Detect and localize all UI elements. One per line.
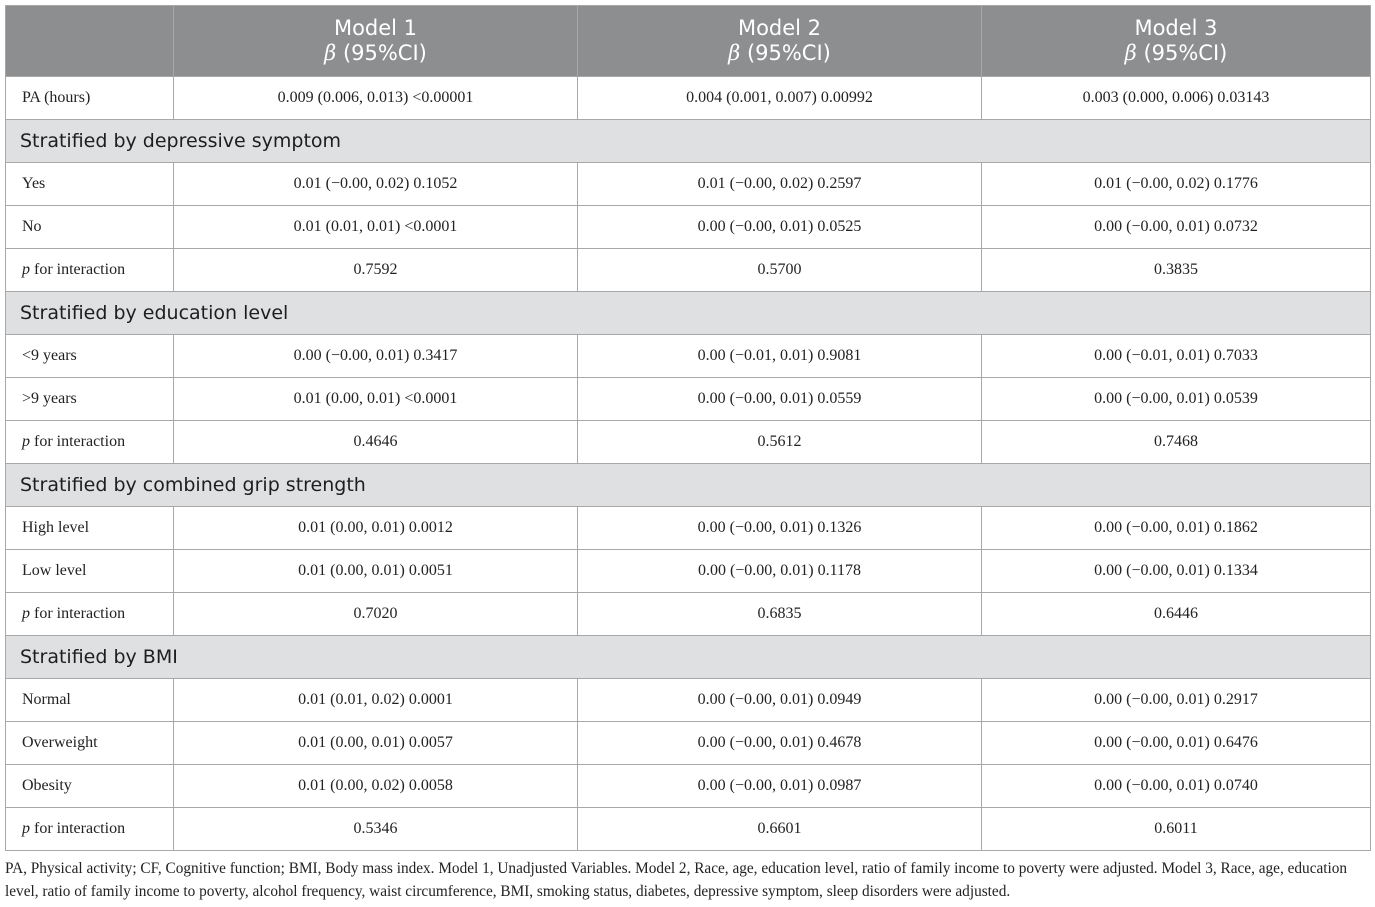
cell-model-2: 0.00 (−0.00, 0.01) 0.1178 xyxy=(578,550,982,593)
ci-label: (95%CI) xyxy=(740,41,831,65)
row-label: Low level xyxy=(6,550,174,593)
row-label: Overweight xyxy=(6,722,174,765)
cell-model-3: 0.00 (−0.01, 0.01) 0.7033 xyxy=(982,335,1371,378)
table-header xyxy=(6,6,1371,77)
interaction-text: for interaction xyxy=(30,433,126,450)
model-title: Model 2 xyxy=(737,16,822,40)
interaction-value-model-3: 0.6446 xyxy=(982,593,1371,636)
beta-symbol: β xyxy=(728,41,741,65)
interaction-value-model-1: 0.7592 xyxy=(174,249,578,292)
interaction-row xyxy=(6,593,1371,636)
section-title: Stratified by combined grip strength xyxy=(6,464,1371,507)
header-row xyxy=(6,6,1371,77)
interaction-text: for interaction xyxy=(30,820,126,837)
beta-symbol: β xyxy=(324,41,337,65)
table-row xyxy=(6,679,1371,722)
cell-model-1: 0.01 (−0.00, 0.02) 0.1052 xyxy=(174,163,578,206)
cell-model-2: 0.00 (−0.00, 0.01) 0.1326 xyxy=(578,507,982,550)
table-row xyxy=(6,335,1371,378)
table-footnote: PA, Physical activity; CF, Cognitive function; BMI, Body mass index. Model 1, Unadjusted Variables. Model 2, Race, age, education level, ratio of family income to poverty were adjusted. Model 3, Race, age, education level, ratio of family income to poverty, alcohol frequency, waist circumference, BMI, smoking status, diabetes, depressive symptom, sleep disorders were adjusted. xyxy=(5,860,1348,900)
cell-model-3: 0.00 (−0.00, 0.01) 0.1334 xyxy=(982,550,1371,593)
cell-model-3: 0.003 (0.000, 0.006) 0.03143 xyxy=(982,77,1371,120)
header-model-3 xyxy=(982,6,1371,77)
ci-label: (95%CI) xyxy=(1136,41,1228,65)
section-title: Stratified by depressive symptom xyxy=(6,120,1371,163)
section-header-row xyxy=(6,636,1371,679)
table-row xyxy=(6,765,1371,808)
row-label: <9 years xyxy=(6,335,174,378)
table-row xyxy=(6,378,1371,421)
interaction-label xyxy=(6,808,174,851)
cell-model-3: 0.00 (−0.00, 0.01) 0.6476 xyxy=(982,722,1371,765)
cell-model-2: 0.00 (−0.00, 0.01) 0.0949 xyxy=(578,679,982,722)
pa-row xyxy=(6,77,1371,120)
interaction-value-model-1: 0.7020 xyxy=(174,593,578,636)
cell-model-2: 0.00 (−0.00, 0.01) 0.0559 xyxy=(578,378,982,421)
cell-model-2: 0.00 (−0.00, 0.01) 0.4678 xyxy=(578,722,982,765)
table-row xyxy=(6,507,1371,550)
header-empty-cell xyxy=(6,6,174,77)
interaction-row xyxy=(6,249,1371,292)
cell-model-2: 0.00 (−0.00, 0.01) 0.0987 xyxy=(578,765,982,808)
header-model-2 xyxy=(578,6,982,77)
beta-symbol: β xyxy=(1124,41,1137,65)
cell-model-1: 0.01 (0.01, 0.01) <0.0001 xyxy=(174,206,578,249)
interaction-text: for interaction xyxy=(30,605,126,622)
row-label: Yes xyxy=(6,163,174,206)
cell-model-3: 0.00 (−0.00, 0.01) 0.2917 xyxy=(982,679,1371,722)
table-row xyxy=(6,550,1371,593)
model-subtitle xyxy=(982,41,1370,66)
interaction-label xyxy=(6,593,174,636)
cell-model-3: 0.00 (−0.00, 0.01) 0.0740 xyxy=(982,765,1371,808)
row-label: Normal xyxy=(6,679,174,722)
cell-model-3: 0.00 (−0.00, 0.01) 0.0732 xyxy=(982,206,1371,249)
cell-model-1: 0.01 (0.00, 0.01) 0.0057 xyxy=(174,722,578,765)
row-label: PA (hours) xyxy=(6,77,174,120)
interaction-value-model-1: 0.4646 xyxy=(174,421,578,464)
row-label: Obesity xyxy=(6,765,174,808)
cell-model-2: 0.00 (−0.01, 0.01) 0.9081 xyxy=(578,335,982,378)
section-header-row xyxy=(6,292,1371,335)
section-header-row xyxy=(6,120,1371,163)
cell-model-1: 0.01 (0.01, 0.02) 0.0001 xyxy=(174,679,578,722)
interaction-row xyxy=(6,421,1371,464)
cell-model-2: 0.01 (−0.00, 0.02) 0.2597 xyxy=(578,163,982,206)
section-title: Stratified by BMI xyxy=(6,636,1371,679)
cell-model-1: 0.01 (0.00, 0.01) 0.0051 xyxy=(174,550,578,593)
cell-model-2: 0.004 (0.001, 0.007) 0.00992 xyxy=(578,77,982,120)
cell-model-1: 0.01 (0.00, 0.01) <0.0001 xyxy=(174,378,578,421)
p-symbol: p xyxy=(22,820,30,837)
model-title: Model 3 xyxy=(1134,16,1218,40)
cell-model-3: 0.01 (−0.00, 0.02) 0.1776 xyxy=(982,163,1371,206)
interaction-value-model-3: 0.6011 xyxy=(982,808,1371,851)
interaction-text: for interaction xyxy=(30,261,126,278)
section-title: Stratified by education level xyxy=(6,292,1371,335)
cell-model-3: 0.00 (−0.00, 0.01) 0.1862 xyxy=(982,507,1371,550)
ci-label: (95%CI) xyxy=(336,41,427,65)
model-subtitle xyxy=(174,41,577,66)
table-body xyxy=(6,77,1371,851)
cell-model-2: 0.00 (−0.00, 0.01) 0.0525 xyxy=(578,206,982,249)
interaction-value-model-2: 0.5700 xyxy=(578,249,982,292)
row-label: >9 years xyxy=(6,378,174,421)
interaction-row xyxy=(6,808,1371,851)
p-symbol: p xyxy=(22,605,30,622)
header-model-1 xyxy=(174,6,578,77)
interaction-value-model-2: 0.6601 xyxy=(578,808,982,851)
cell-model-3: 0.00 (−0.00, 0.01) 0.0539 xyxy=(982,378,1371,421)
row-label: No xyxy=(6,206,174,249)
cell-model-1: 0.01 (0.00, 0.01) 0.0012 xyxy=(174,507,578,550)
interaction-label xyxy=(6,421,174,464)
p-symbol: p xyxy=(22,433,30,450)
interaction-value-model-2: 0.6835 xyxy=(578,593,982,636)
cell-model-1: 0.009 (0.006, 0.013) <0.00001 xyxy=(174,77,578,120)
p-symbol: p xyxy=(22,261,30,278)
row-label: High level xyxy=(6,507,174,550)
interaction-label xyxy=(6,249,174,292)
model-title: Model 1 xyxy=(333,16,418,40)
model-subtitle xyxy=(578,41,981,66)
table-row xyxy=(6,722,1371,765)
results-table-container xyxy=(5,5,1370,851)
interaction-value-model-1: 0.5346 xyxy=(174,808,578,851)
section-header-row xyxy=(6,464,1371,507)
interaction-value-model-2: 0.5612 xyxy=(578,421,982,464)
table-row xyxy=(6,206,1371,249)
cell-model-1: 0.01 (0.00, 0.02) 0.0058 xyxy=(174,765,578,808)
results-table xyxy=(5,5,1371,851)
interaction-value-model-3: 0.3835 xyxy=(982,249,1371,292)
table-row xyxy=(6,163,1371,206)
cell-model-1: 0.00 (−0.00, 0.01) 0.3417 xyxy=(174,335,578,378)
interaction-value-model-3: 0.7468 xyxy=(982,421,1371,464)
